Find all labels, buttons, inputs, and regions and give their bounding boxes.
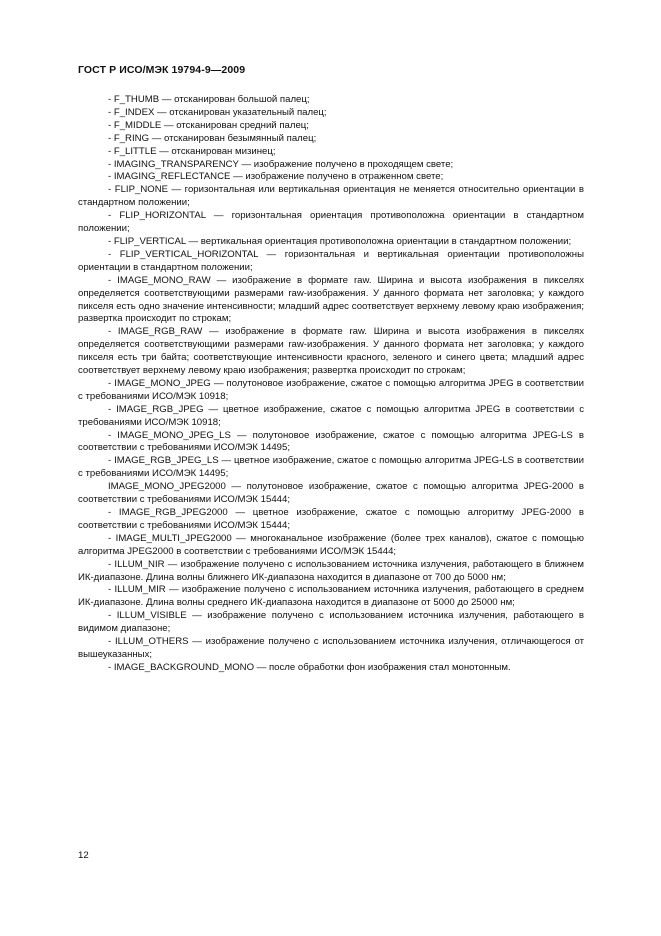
definition-list bbox=[78, 94, 584, 675]
list-item: - IMAGE_MONO_JPEG_LS — полутоновое изображение, сжатое с помощью алгоритма JPEG-LS в соответствии с требованиями ИСО/МЭК 14495; bbox=[78, 429, 584, 454]
list-item: - IMAGE_BACKGROUND_MONO — после обработки фон изображения стал монотонным. bbox=[108, 661, 511, 673]
list-item: IMAGE_MONO_JPEG2000 — полутоновое изображение, сжатое с помощью алгоритма JPEG-2000 в соответствии с требованиями ИСО/МЭК 15444; bbox=[78, 481, 584, 506]
list-item: - IMAGING_TRANSPARENCY — изображение получено в проходящем свете; bbox=[108, 158, 454, 170]
list-item: - F_RING — отсканирован безымянный палец; bbox=[108, 132, 317, 144]
list-item: - ILLUM_VISIBLE — изображение получено с использованием источника излучения, работающего в видимом диапазоне; bbox=[78, 610, 584, 635]
list-item: - IMAGE_MONO_JPEG — полутоновое изображение, сжатое с помощью алгоритма JPEG в соответствии с требованиями ИСО/МЭК 10918; bbox=[78, 377, 584, 402]
list-item: - F_INDEX — отсканирован указательный палец; bbox=[108, 106, 327, 118]
list-item: - FLIP_HORIZONTAL — горизонтальная ориентация противоположна ориентации в стандартном положении; bbox=[78, 210, 584, 235]
list-item: - FLIP_VERTICAL_HORIZONTAL — горизонтальная и вертикальная ориентации противоположны ориентации в стандартном положении; bbox=[78, 248, 584, 273]
list-item: - ILLUM_OTHERS — изображение получено с использованием источника излучения, отличающегося от вышеуказанных; bbox=[78, 636, 584, 660]
document-header: ГОСТ Р ИСО/МЭК 19794-9—2009 bbox=[78, 64, 246, 76]
list-item: - IMAGE_MONO_RAW — изображение в формате raw. Ширина и высота изображения в пикселях определяется соответствующими размерами raw-изображения. У данного формата нет заголовка; у каждого пикселя есть одно значение интенсивности; младший адрес соответствует верхнему левому краю изображения; развертка происходит по строкам; bbox=[78, 274, 584, 325]
list-item: - IMAGE_RGB_RAW — изображение в формате raw. Ширина и высота изображения в пикселях определяется соответствующими размерами raw-изображения. У данного формата нет заголовка; у каждого пикселя есть три байта; соответствующие интенсивности красного, зеленого и синего цвета; младший адрес соответствует верхнему левому краю изображения; развертка происходит по строкам; bbox=[78, 326, 584, 377]
list-item: - IMAGE_RGB_JPEG — цветное изображение, сжатое с помощью алгоритма JPEG в соответствии с требованиями ИСО/МЭК 10918; bbox=[78, 403, 584, 428]
list-item: - FLIP_NONE — горизонтальная или вертикальная ориентация не меняется относительно ориентации в стандартном положении; bbox=[78, 184, 584, 209]
page-number: 12 bbox=[78, 850, 89, 861]
list-item: - ILLUM_NIR — изображение получено с использованием источника излучения, работающего в ближнем ИК-диапазоне. Длина волны ближнего ИК-диапазона находится в диапазоне от 700 до 5000 нм; bbox=[78, 558, 584, 583]
list-item: - IMAGE_RGB_JPEG_LS — цветное изображение, сжатое с помощью алгоритма JPEG-LS в соответствии с требованиями ИСО/МЭК 14495; bbox=[78, 455, 584, 480]
list-item: - IMAGE_RGB_JPEG2000 — цветное изображение, сжатое с помощью алгоритму JPEG-2000 в соответствии с требованиями ИСО/МЭК 15444; bbox=[78, 507, 584, 531]
list-item: - F_THUMB — отсканирован большой палец; bbox=[108, 94, 310, 105]
list-item: - IMAGE_MULTI_JPEG2000 — многоканальное изображение (более трех каналов), сжатое с помощью алгоритма JPEG2000 в соответствии с требованиями ИСО/МЭК 15444; bbox=[78, 532, 584, 557]
list-item: - ILLUM_MIR — изображение получено с использованием источника излучения, работающего в среднем ИК-диапазоне. Длина волны среднего ИК-диапазона находится в диапазоне от 5000 до 25000 нм; bbox=[78, 584, 584, 609]
list-item: - F_MIDDLE — отсканирован средний палец; bbox=[108, 119, 309, 131]
list-item: - IMAGING_REFLECTANCE — изображение получено в отраженном свете; bbox=[108, 171, 444, 183]
list-item: - F_LITTLE — отсканирован мизинец; bbox=[108, 145, 276, 157]
list-item: - FLIP_VERTICAL — вертикальная ориентация противоположна ориентации в стандартном положении; bbox=[108, 235, 572, 247]
